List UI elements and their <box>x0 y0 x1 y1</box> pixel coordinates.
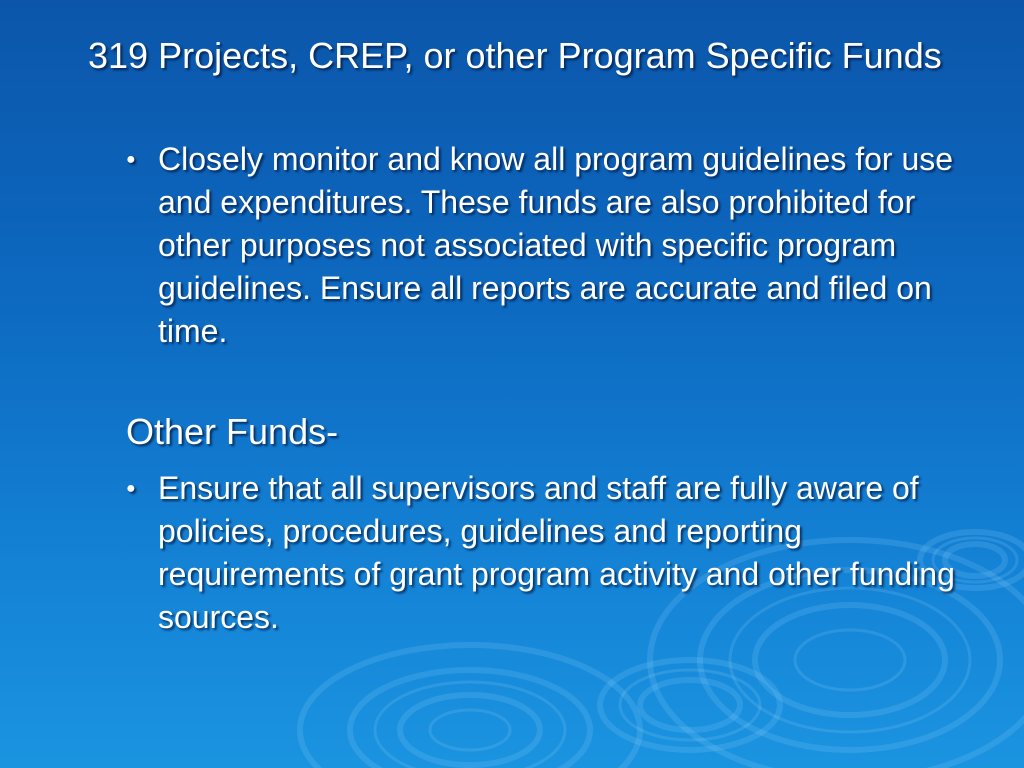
bullet-dot-icon: ● <box>126 480 136 497</box>
slide-subheading: Other Funds- <box>126 411 339 452</box>
bullet-dot-icon: ● <box>126 151 136 168</box>
bullet-text: Closely monitor and know all program guidelines for use and expenditures. These funds are also prohibited for other purposes not associated with specific program guidelines. Ensure all reports are accurate and filed on time. <box>158 141 954 349</box>
bullet-text: Ensure that all supervisors and staff are fully aware of policies, procedures, guidelines and reporting requirements of grant program activity and other funding sources. <box>158 470 955 635</box>
slide-heading: 319 Projects, CREP, or other Program Specific Funds <box>88 35 942 76</box>
